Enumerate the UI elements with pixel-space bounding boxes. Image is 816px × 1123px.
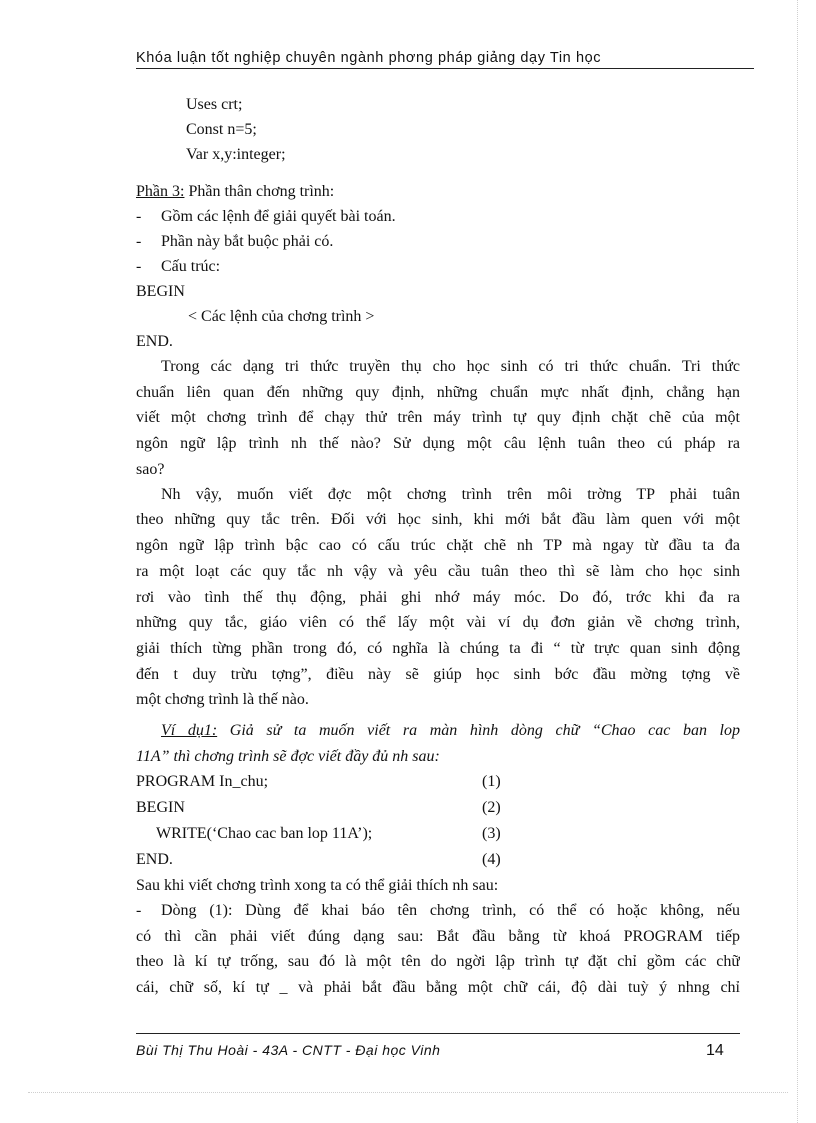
paragraph-line: một chơng trình là thế nào. — [136, 691, 309, 709]
footer-divider — [136, 1033, 740, 1034]
example-line: 11A” thì chơng trình sẽ đợc viết đầy đủ nh sau: — [136, 747, 440, 765]
program-line — [136, 847, 740, 873]
program-line — [136, 821, 740, 847]
structure-begin: BEGIN — [136, 283, 185, 300]
bullet-text: Cấu trúc: — [161, 258, 221, 275]
paragraph-line: theo là kí tự trống, sau đó là một tên do ngời lập trình tự đặt chỉ gồm các chữ — [136, 953, 740, 971]
paragraph-line: viết một chơng trình để chạy thử trên máy trình tự quy định chặt chẽ của một — [136, 409, 740, 427]
program-code: WRITE(‘Chao cac ban lop 11A’); — [156, 824, 373, 842]
dash-marker: - — [136, 208, 142, 225]
paragraph-line: rơi vào tình thế thụ động, phải ghi nhớ máy móc. Do đó, trớc khi đa ra — [136, 588, 740, 606]
bullet-item — [136, 254, 740, 279]
structure-body: < Các lệnh của chơng trình > — [188, 308, 375, 325]
bullet-item — [136, 229, 740, 254]
paragraph-line: giải thích từng phần trong đó, có nghĩa là chúng ta đi “ từ trực quan sinh động — [136, 639, 740, 657]
dash-marker: - — [136, 258, 142, 275]
structure-end: END. — [136, 333, 173, 350]
paragraph-line: đến t duy trừu tợng”, điều này sẽ giúp học sinh bớc đầu mờng tợng về — [136, 665, 740, 683]
program-code: BEGIN — [136, 798, 185, 816]
page-number: 14 — [706, 1042, 724, 1059]
paragraph-line: chuẩn liên quan đến những quy định, những chuẩn mực nhất định, chẳng hạn — [136, 383, 740, 401]
paragraph-line: những quy tắc, giáo viên có thể lấy một vài ví dụ đơn giản về chơng trình, — [136, 614, 740, 632]
example-text: Giả sử ta muốn viết ra màn hình dòng chữ “Chao cac ban lop — [217, 722, 740, 740]
page-edge-right — [797, 0, 798, 1123]
running-footer: Bùi Thị Thu Hoài - 43A - CNTT - Đại học Vinh — [136, 1042, 441, 1058]
running-header: Khóa luận tốt nghiệp chuyên ngành phơng pháp giảng dạy Tin học — [136, 50, 754, 69]
paragraph-line: Nh vậy, muốn viết đợc một chơng trình trên môi trờng TP phải tuân — [161, 485, 740, 503]
line-number: (4) — [482, 850, 501, 868]
program-line — [136, 769, 740, 795]
paragraph-line — [136, 898, 740, 924]
section-label: Phần 3: — [136, 183, 185, 200]
section-title: Phần thân chơng trình: — [184, 183, 335, 200]
spacer — [136, 167, 740, 179]
explain-intro: Sau khi viết chơng trình xong ta có thể giải thích nh sau: — [136, 876, 499, 894]
program-code: END. — [136, 850, 173, 868]
page-body — [136, 92, 740, 1001]
dash-marker: - — [136, 901, 142, 919]
example-line — [136, 718, 740, 744]
paragraph-line: Trong các dạng tri thức truyền thụ cho học sinh có tri thức chuẩn. Tri thức — [161, 358, 740, 375]
paragraph-line: cái, chữ số, kí tự _ và phải bắt đầu bằng một chữ cái, độ dài tuỳ ý nhng chỉ — [136, 979, 740, 996]
line-number: (1) — [482, 772, 501, 790]
dash-marker: - — [136, 233, 142, 250]
bullet-item — [136, 204, 740, 229]
paragraph-line: theo những quy tắc trên. Đối với học sinh, khi mới bắt đầu làm quen với một — [136, 511, 740, 529]
paragraph-line: ngôn ngữ lập trình nh thế nào? Sử dụng một câu lệnh tuân theo cú pháp ra — [136, 435, 740, 453]
example-label: Ví dụ1: — [161, 722, 218, 740]
paragraph-line: ngôn ngữ lập trình bậc cao có cấu trúc chặt chẽ nh TP mà ngay từ đầu ta đa — [136, 537, 740, 555]
code-line: Uses crt; — [186, 96, 243, 113]
program-line — [136, 795, 740, 821]
code-line: Const n=5; — [186, 121, 257, 138]
line-number: (2) — [482, 798, 501, 816]
paragraph-line: có thì cần phải viết đúng dạng sau: Bắt đầu bằng từ khoá PROGRAM tiếp — [136, 927, 740, 945]
program-code: PROGRAM In_chu; — [136, 772, 269, 790]
paragraph-text: Dòng (1): Dùng để khai báo tên chơng trình, có thể có hoặc không, nếu — [161, 901, 740, 919]
section-heading — [136, 179, 740, 204]
page-edge-bottom — [28, 1092, 788, 1093]
paragraph-line: sao? — [136, 460, 165, 478]
bullet-text: Gồm các lệnh để giải quyết bài toán. — [161, 208, 396, 225]
code-line: Var x,y:integer; — [186, 146, 286, 163]
paragraph-line: ra một loạt các quy tắc nh vậy và yêu cầu tuân theo thì sẽ làm cho học sinh — [136, 562, 740, 580]
line-number: (3) — [482, 824, 501, 842]
bullet-text: Phần này bắt buộc phải có. — [161, 233, 334, 250]
